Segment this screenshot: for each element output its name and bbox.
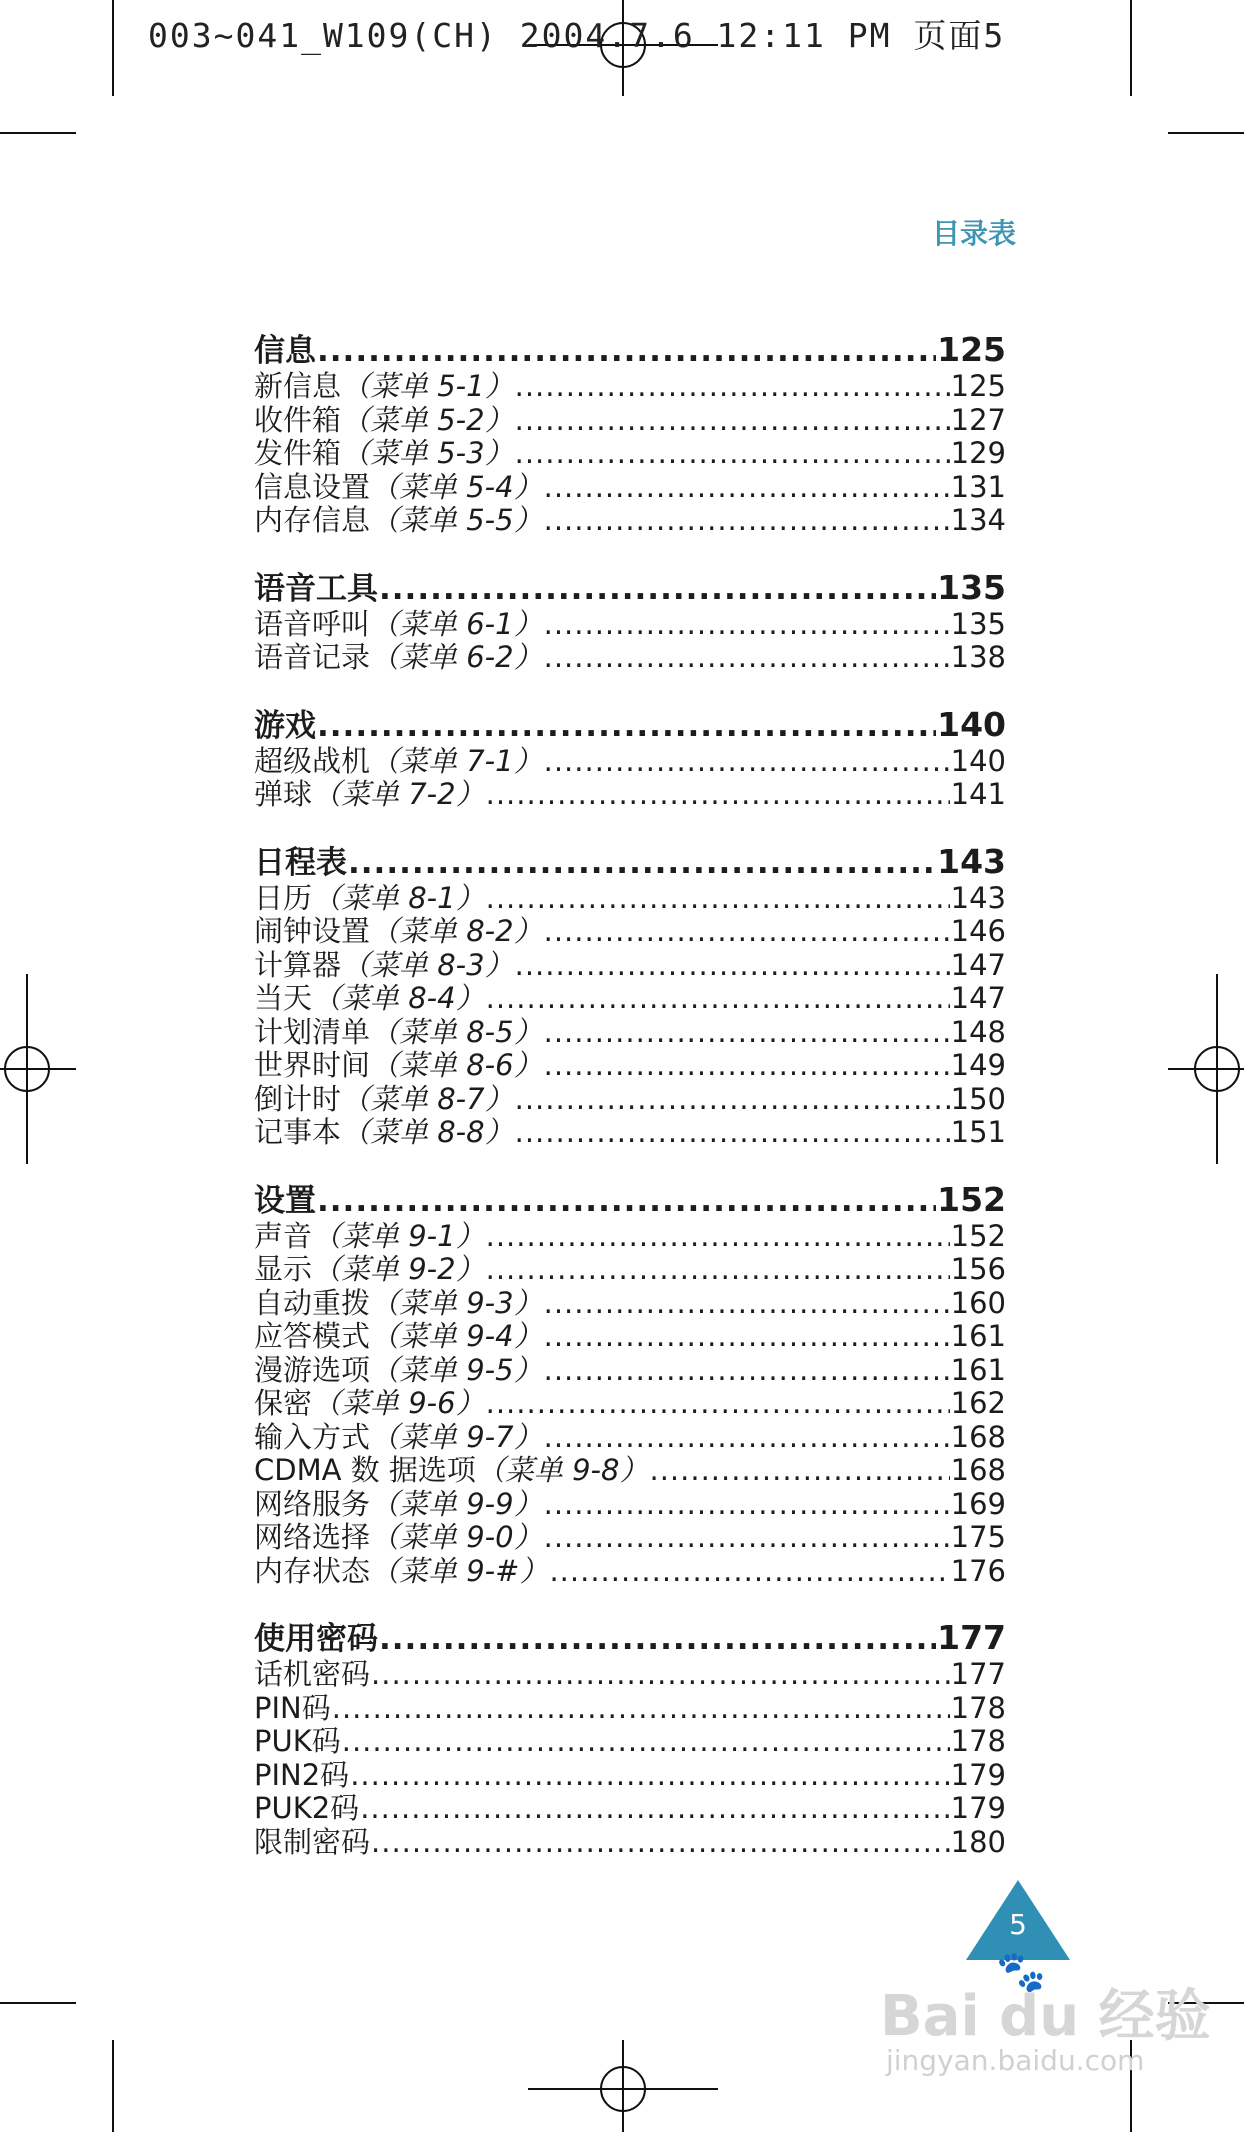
dot-leader bbox=[515, 437, 950, 471]
toc-entry-label: 收件箱 bbox=[254, 402, 342, 437]
toc-entry bbox=[254, 1826, 1006, 1860]
dot-leader bbox=[342, 1725, 950, 1759]
toc-entry-label: 游戏 bbox=[254, 707, 316, 744]
dot-leader bbox=[544, 608, 950, 642]
toc-section bbox=[254, 1618, 1006, 1859]
toc-entry-label: PIN码 bbox=[254, 1690, 331, 1725]
toc-entry bbox=[254, 1220, 1006, 1254]
toc-entry-label: 漫游选项 bbox=[254, 1352, 371, 1387]
toc-menu-ref: （菜单 9-8） bbox=[475, 1453, 649, 1487]
toc-entry-label: 显示 bbox=[254, 1252, 313, 1286]
dot-leader bbox=[486, 982, 950, 1016]
toc-menu-ref: （菜单 6-2） bbox=[370, 640, 543, 674]
toc-menu-ref: （菜单 9-#） bbox=[370, 1553, 549, 1588]
toc-entry-label: 计划清单 bbox=[254, 1014, 371, 1049]
dot-leader bbox=[544, 745, 950, 779]
toc-page-number: 152 bbox=[950, 1218, 1006, 1253]
dot-leader bbox=[515, 404, 950, 438]
toc-section bbox=[254, 568, 1006, 675]
toc-page-number: 135 bbox=[937, 567, 1006, 607]
dot-leader bbox=[544, 915, 950, 949]
toc-menu-ref: （菜单 9-2） bbox=[312, 1252, 485, 1286]
toc-page-number: 161 bbox=[950, 1352, 1006, 1387]
crop-mark bbox=[112, 0, 114, 96]
toc-entry bbox=[254, 1692, 1006, 1726]
toc-page-number: 150 bbox=[950, 1081, 1006, 1116]
toc-menu-ref: （菜单 5-4） bbox=[370, 469, 543, 504]
toc-page-number: 168 bbox=[950, 1419, 1006, 1454]
dot-leader bbox=[544, 1016, 950, 1050]
toc-entry bbox=[254, 1555, 1006, 1589]
toc-entry bbox=[254, 882, 1006, 916]
toc-entry bbox=[254, 1049, 1006, 1083]
toc-entry bbox=[254, 949, 1006, 983]
dot-leader bbox=[515, 1116, 950, 1150]
dot-leader bbox=[317, 706, 936, 746]
toc-entry bbox=[254, 1253, 1006, 1287]
dot-leader bbox=[379, 569, 936, 609]
toc-entry bbox=[254, 1287, 1006, 1321]
toc-entry bbox=[254, 404, 1006, 438]
dot-leader bbox=[544, 1521, 950, 1555]
toc-entry-label: 网络选择 bbox=[254, 1520, 371, 1554]
toc-entry-label: 保密 bbox=[254, 1386, 313, 1420]
toc-entry bbox=[254, 1658, 1006, 1692]
toc-page-number: 143 bbox=[937, 841, 1006, 881]
toc-entry bbox=[254, 1320, 1006, 1354]
toc-menu-ref: （菜单 9-6） bbox=[312, 1386, 485, 1420]
toc-entry-label: 当天 bbox=[254, 981, 313, 1015]
dot-leader bbox=[515, 949, 950, 983]
toc-menu-ref: （菜单 8-8） bbox=[341, 1115, 514, 1149]
dot-leader bbox=[379, 1619, 936, 1659]
toc-entry bbox=[254, 1725, 1006, 1759]
toc-page-number: 147 bbox=[950, 947, 1006, 982]
toc-page-number: 179 bbox=[950, 1791, 1006, 1825]
toc-entry-label: 世界时间 bbox=[254, 1048, 371, 1082]
page-title: 目录表 bbox=[931, 217, 1016, 250]
toc-menu-ref: （菜单 8-6） bbox=[370, 1048, 543, 1082]
toc-page-number: 127 bbox=[950, 402, 1006, 437]
toc-entry-label: 记事本 bbox=[254, 1115, 342, 1149]
toc-page-number: 138 bbox=[950, 640, 1006, 674]
toc-entry-label: 网络服务 bbox=[254, 1486, 371, 1521]
dot-leader bbox=[544, 641, 950, 675]
dot-leader bbox=[486, 1387, 950, 1421]
toc-entry bbox=[254, 1488, 1006, 1522]
registration-mark-icon bbox=[1194, 1046, 1240, 1092]
registration-mark-icon bbox=[4, 1046, 50, 1092]
toc-menu-ref: （菜单 8-7） bbox=[341, 1081, 514, 1116]
toc-entry-label: 话机密码 bbox=[254, 1657, 371, 1691]
toc-entry-label: CDMA 数 据选项 bbox=[254, 1453, 476, 1487]
toc-entry-label: 应答模式 bbox=[254, 1319, 371, 1353]
toc-entry bbox=[254, 1354, 1006, 1388]
toc-page-number: 179 bbox=[950, 1757, 1006, 1792]
dot-leader bbox=[360, 1792, 949, 1826]
dot-leader bbox=[544, 1354, 950, 1388]
dot-leader bbox=[544, 1287, 950, 1321]
toc-entry bbox=[254, 1521, 1006, 1555]
toc-page-number: 178 bbox=[950, 1690, 1006, 1725]
toc-entry-label: PUK2码 bbox=[254, 1791, 360, 1825]
dot-leader bbox=[371, 1826, 950, 1860]
dot-leader bbox=[486, 1220, 950, 1254]
toc-page-number: 176 bbox=[950, 1553, 1006, 1588]
toc-entry-label: 计算器 bbox=[254, 947, 342, 982]
toc-menu-ref: （菜单 8-4） bbox=[312, 981, 485, 1015]
dot-leader bbox=[486, 1253, 950, 1287]
toc-menu-ref: （菜单 5-2） bbox=[341, 402, 514, 437]
toc-section-heading bbox=[254, 1180, 1006, 1220]
print-slug: 003~041_W109(CH) 2004.7.6 12:11 PM 页面5 bbox=[148, 16, 1006, 55]
toc-page-number: 134 bbox=[950, 503, 1006, 537]
toc-entry-label: 语音记录 bbox=[254, 640, 371, 674]
crop-mark bbox=[112, 2040, 114, 2132]
toc-page-number: 135 bbox=[950, 606, 1006, 641]
toc-entry bbox=[254, 471, 1006, 505]
toc-entry-label: 设置 bbox=[254, 1182, 316, 1219]
toc-page-number: 125 bbox=[937, 330, 1006, 369]
toc-entry-label: 新信息 bbox=[254, 369, 342, 403]
toc-page-number: 131 bbox=[950, 469, 1006, 504]
toc-menu-ref: （菜单 9-3） bbox=[370, 1285, 543, 1320]
toc-menu-ref: （菜单 9-1） bbox=[312, 1218, 485, 1253]
dot-leader bbox=[544, 504, 950, 538]
toc-page-number: 177 bbox=[937, 1618, 1006, 1657]
toc-page-number: 152 bbox=[937, 1179, 1006, 1219]
crop-mark bbox=[0, 2002, 76, 2004]
dot-leader bbox=[317, 1181, 936, 1221]
crop-mark bbox=[1168, 132, 1244, 134]
toc-entry bbox=[254, 1083, 1006, 1117]
toc-page-number: 168 bbox=[950, 1453, 1006, 1487]
toc-menu-ref: （菜单 7-1） bbox=[370, 743, 543, 778]
dot-leader bbox=[486, 882, 950, 916]
toc-entry-label: 信息 bbox=[254, 333, 316, 369]
toc-page-number: 140 bbox=[937, 704, 1006, 744]
dot-leader bbox=[549, 1555, 949, 1589]
toc-page-number: 143 bbox=[950, 880, 1006, 915]
toc-page-number: 156 bbox=[950, 1252, 1006, 1286]
toc-entry-label: 声音 bbox=[254, 1218, 313, 1253]
toc-page-number: 149 bbox=[950, 1048, 1006, 1082]
toc-menu-ref: （菜单 9-5） bbox=[370, 1352, 543, 1387]
toc-page-number: 175 bbox=[950, 1520, 1006, 1554]
toc-entry-label: 弹球 bbox=[254, 777, 313, 811]
toc-menu-ref: （菜单 9-0） bbox=[370, 1520, 543, 1554]
toc-entry-label: 倒计时 bbox=[254, 1081, 342, 1116]
toc-entry-label: 日历 bbox=[254, 880, 313, 915]
dot-leader bbox=[544, 1421, 950, 1455]
table-of-contents bbox=[254, 330, 1006, 1889]
dot-leader bbox=[544, 1488, 950, 1522]
toc-menu-ref: （菜单 9-9） bbox=[370, 1486, 543, 1521]
toc-page-number: 160 bbox=[950, 1285, 1006, 1320]
toc-menu-ref: （菜单 5-5） bbox=[370, 503, 543, 537]
toc-page-number: 161 bbox=[950, 1319, 1006, 1353]
toc-section-heading bbox=[254, 705, 1006, 745]
dot-leader bbox=[544, 1320, 950, 1354]
toc-entry bbox=[254, 1387, 1006, 1421]
toc-menu-ref: （菜单 5-3） bbox=[341, 436, 514, 470]
toc-entry-label: 自动重拨 bbox=[254, 1285, 371, 1320]
toc-section bbox=[254, 330, 1006, 538]
paw-icon: 🐾 bbox=[996, 1949, 1046, 1995]
toc-menu-ref: （菜单 8-5） bbox=[370, 1014, 543, 1049]
toc-section-heading bbox=[254, 842, 1006, 882]
toc-section-heading bbox=[254, 330, 1006, 370]
dot-leader bbox=[317, 331, 936, 371]
toc-menu-ref: （菜单 8-2） bbox=[370, 914, 543, 948]
watermark-url: jingyan.baidu.com bbox=[886, 2044, 1145, 2077]
toc-entry-label: 信息设置 bbox=[254, 469, 371, 504]
toc-entry-label: 限制密码 bbox=[254, 1824, 371, 1859]
toc-page-number: 177 bbox=[950, 1657, 1006, 1691]
toc-page-number: 129 bbox=[950, 436, 1006, 470]
toc-entry bbox=[254, 641, 1006, 675]
toc-entry bbox=[254, 1116, 1006, 1150]
toc-entry bbox=[254, 1016, 1006, 1050]
toc-menu-ref: （菜单 8-3） bbox=[341, 947, 514, 982]
toc-entry-label: 超级战机 bbox=[254, 743, 371, 778]
toc-page-number: 162 bbox=[950, 1386, 1006, 1420]
toc-page-number: 169 bbox=[950, 1486, 1006, 1521]
toc-entry-label: 内存信息 bbox=[254, 503, 371, 537]
toc-entry bbox=[254, 915, 1006, 949]
toc-menu-ref: （菜单 6-1） bbox=[370, 606, 543, 641]
toc-entry-label: PUK码 bbox=[254, 1724, 341, 1758]
toc-page-number: 141 bbox=[950, 777, 1006, 811]
toc-entry-label: 发件箱 bbox=[254, 436, 342, 470]
toc-section bbox=[254, 1180, 1006, 1589]
watermark-brand: Bai du 经验 bbox=[880, 1984, 1211, 2049]
dot-leader bbox=[649, 1454, 949, 1488]
toc-entry-label: 闹钟设置 bbox=[254, 914, 371, 948]
toc-entry bbox=[254, 504, 1006, 538]
registration-mark-icon bbox=[600, 2066, 646, 2112]
toc-menu-ref: （菜单 5-1） bbox=[341, 369, 514, 403]
toc-entry bbox=[254, 608, 1006, 642]
toc-page-number: 146 bbox=[950, 914, 1006, 948]
toc-entry-label: 日程表 bbox=[254, 844, 347, 881]
toc-entry-label: 内存状态 bbox=[254, 1553, 371, 1588]
toc-menu-ref: （菜单 8-1） bbox=[312, 880, 485, 915]
dot-leader bbox=[348, 843, 936, 883]
toc-page-number: 140 bbox=[950, 743, 1006, 778]
toc-menu-ref: （菜单 9-7） bbox=[370, 1419, 543, 1454]
dot-leader bbox=[350, 1759, 949, 1793]
toc-entry bbox=[254, 1454, 1006, 1488]
page-number: 5 bbox=[1009, 1908, 1027, 1941]
dot-leader bbox=[515, 370, 950, 404]
toc-menu-ref: （菜单 7-2） bbox=[312, 777, 485, 811]
dot-leader bbox=[371, 1658, 950, 1692]
dot-leader bbox=[486, 778, 950, 812]
toc-page-number: 180 bbox=[950, 1824, 1006, 1859]
toc-entry bbox=[254, 1759, 1006, 1793]
toc-section-heading bbox=[254, 568, 1006, 608]
toc-entry-label: 语音呼叫 bbox=[254, 606, 371, 641]
toc-entry bbox=[254, 745, 1006, 779]
toc-entry bbox=[254, 982, 1006, 1016]
toc-entry bbox=[254, 1792, 1006, 1826]
toc-entry-label: PIN2码 bbox=[254, 1757, 350, 1792]
toc-page-number: 178 bbox=[950, 1724, 1006, 1758]
dot-leader bbox=[544, 1049, 950, 1083]
dot-leader bbox=[515, 1083, 950, 1117]
toc-entry bbox=[254, 778, 1006, 812]
crop-mark bbox=[0, 132, 76, 134]
dot-leader bbox=[332, 1692, 950, 1726]
toc-page-number: 125 bbox=[950, 369, 1006, 403]
dot-leader bbox=[544, 471, 950, 505]
toc-entry-label: 语音工具 bbox=[254, 570, 378, 607]
toc-page-number: 148 bbox=[950, 1014, 1006, 1049]
toc-section bbox=[254, 705, 1006, 812]
toc-page-number: 151 bbox=[950, 1115, 1006, 1149]
toc-entry-label: 输入方式 bbox=[254, 1419, 371, 1454]
toc-section bbox=[254, 842, 1006, 1150]
crop-mark bbox=[1130, 0, 1132, 96]
toc-section-heading bbox=[254, 1618, 1006, 1658]
toc-page-number: 147 bbox=[950, 981, 1006, 1015]
toc-entry bbox=[254, 1421, 1006, 1455]
toc-entry bbox=[254, 370, 1006, 404]
toc-menu-ref: （菜单 9-4） bbox=[370, 1319, 543, 1353]
toc-entry-label: 使用密码 bbox=[254, 1621, 378, 1657]
toc-entry bbox=[254, 437, 1006, 471]
